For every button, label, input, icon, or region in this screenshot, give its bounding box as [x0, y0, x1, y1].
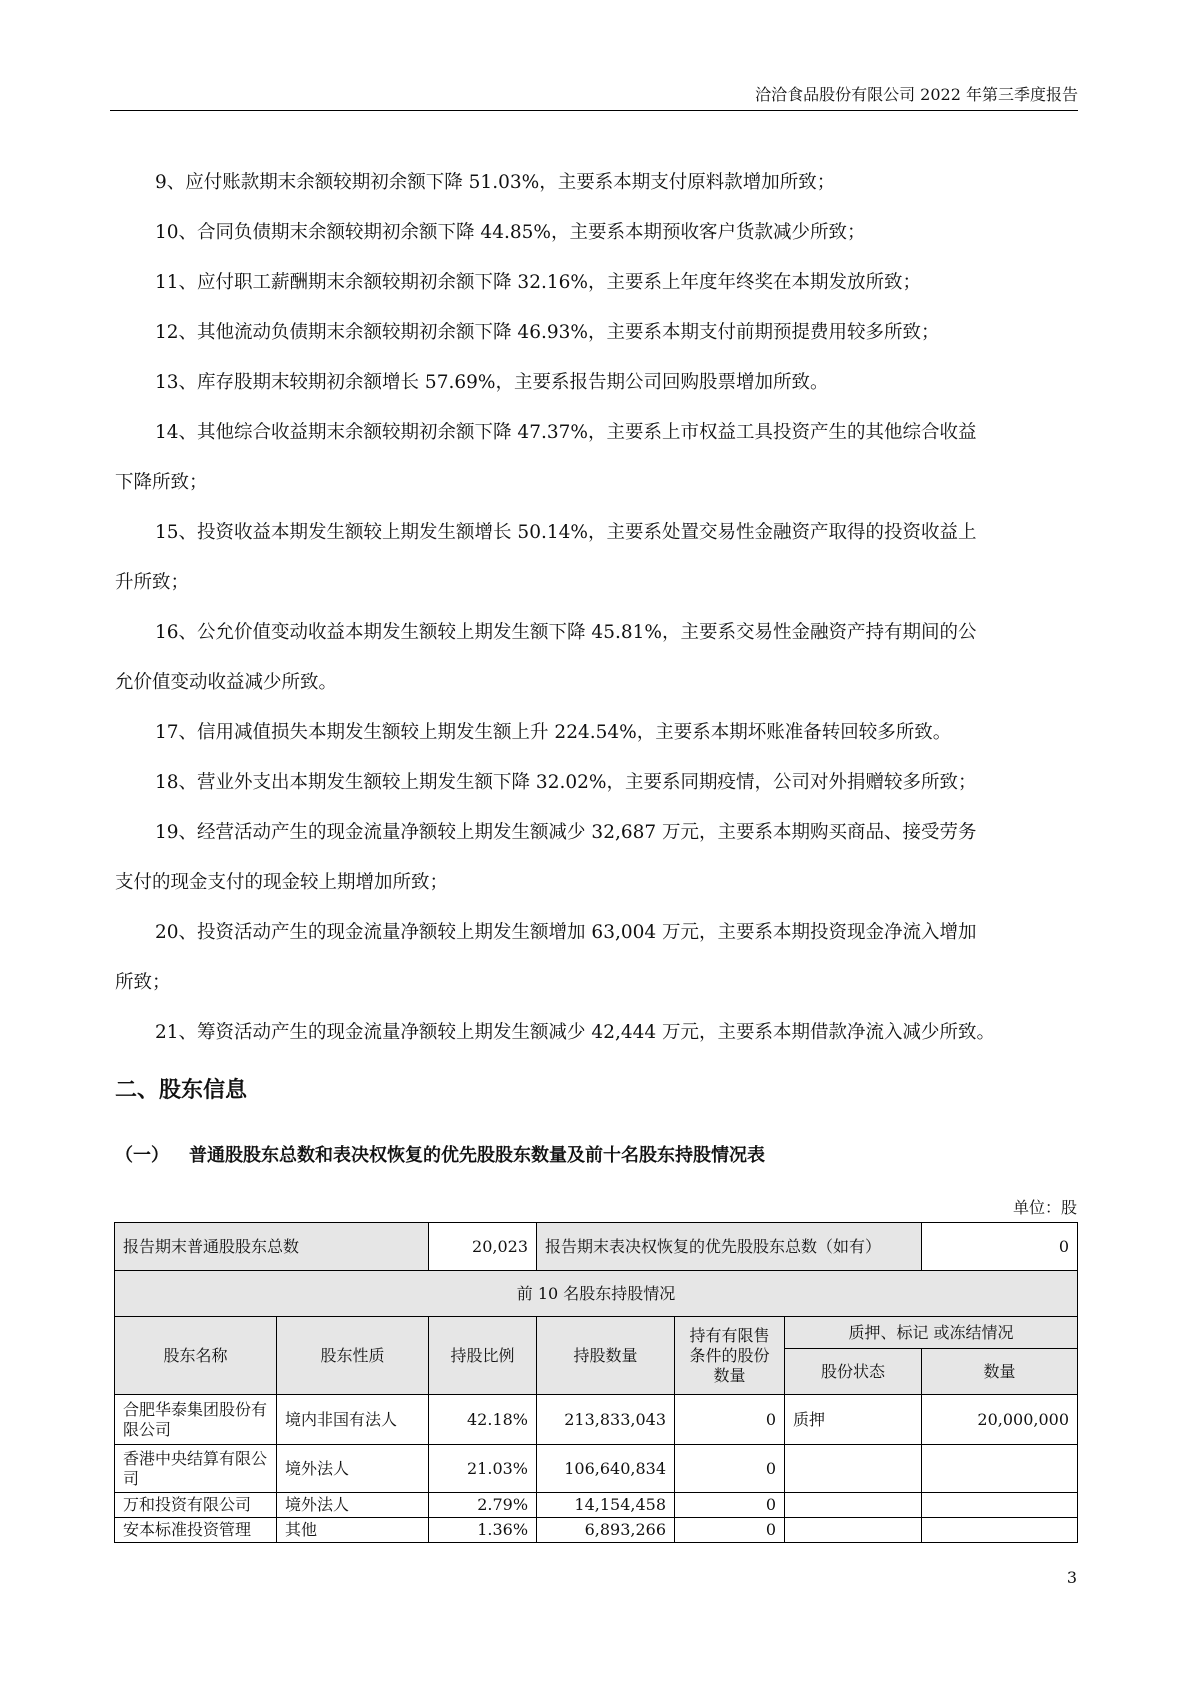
paragraph-continuation: [115, 558, 1083, 608]
holder-name: 安本标准投资管理: [115, 1518, 277, 1543]
col-header-quantity: 持股数量: [537, 1317, 675, 1395]
paragraph: [115, 358, 1083, 408]
holder-nature: 境内非国有法人: [277, 1395, 429, 1445]
holder-amount: [922, 1445, 1078, 1493]
page-number: 3: [1066, 1568, 1077, 1587]
holder-status: [785, 1493, 922, 1518]
paragraph-text: 10、合同负债期末余额较期初余额下降 44.85%，主要系本期预收客户货款减少所致；: [155, 222, 866, 243]
paragraph-text: 支付的现金支付的现金较上期增加所致；: [115, 872, 449, 893]
col-header-restricted: 持有有限售条件的股份数量: [675, 1317, 785, 1395]
paragraph: [115, 608, 1083, 658]
holder-status: [785, 1445, 922, 1493]
header-row: [115, 1317, 1078, 1349]
summary-row: [115, 1223, 1078, 1271]
paragraph-text: 19、经营活动产生的现金流量净额较上期发生额减少 32,687 万元，主要系本期购买商品、接受劳务: [155, 822, 977, 843]
page-header: [110, 84, 1078, 111]
paragraph: [115, 808, 1083, 858]
paragraph-continuation: [115, 658, 1083, 708]
holder-ratio: 42.18%: [429, 1395, 537, 1445]
holder-amount: [922, 1518, 1078, 1543]
col-header-amount: 数量: [922, 1349, 1078, 1395]
holder-status: 质押: [785, 1395, 922, 1445]
paragraph: [115, 1008, 1083, 1058]
holder-name: 万和投资有限公司: [115, 1493, 277, 1518]
holder-nature: 其他: [277, 1518, 429, 1543]
paragraph: [115, 508, 1083, 558]
subsection-text: 普通股股东总数和表决权恢复的优先股股东数量及前十名股东持股情况表: [189, 1145, 765, 1166]
holder-name: 香港中央结算有限公司: [115, 1445, 277, 1493]
holder-quantity: 14,154,458: [537, 1493, 675, 1518]
paragraph-text: 15、投资收益本期发生额较上期发生额增长 50.14%，主要系处置交易性金融资产取得的投资收益上: [155, 522, 977, 543]
paragraph: [115, 258, 1083, 308]
shareholder-table: [114, 1222, 1078, 1543]
paragraph: [115, 308, 1083, 358]
paragraph-text: 14、其他综合收益期末余额较期初余额下降 47.37%，主要系上市权益工具投资产生的其他综合收益: [155, 422, 977, 443]
holder-ratio: 21.03%: [429, 1445, 537, 1493]
paragraph: [115, 408, 1083, 458]
col-header-pledge-group: 质押、标记 或冻结情况: [785, 1317, 1078, 1349]
section-title: 二、股东信息: [115, 1078, 248, 1103]
paragraph-text: 9、应付账款期末余额较期初余额下降 51.03%，主要系本期支付原料款增加所致；: [155, 172, 836, 193]
paragraph-text: 17、信用减值损失本期发生额较上期发生额上升 224.54%，主要系本期坏账准备转回较多所致。: [155, 722, 952, 743]
top10-title: 前 10 名股东持股情况: [115, 1271, 1078, 1317]
paragraph: [115, 908, 1083, 958]
holder-ratio: 2.79%: [429, 1493, 537, 1518]
holder-quantity: 213,833,043: [537, 1395, 675, 1445]
header-title: 洽洽食品股份有限公司 2022 年第三季度报告: [755, 85, 1078, 104]
table-row: [115, 1395, 1078, 1445]
holder-restricted: 0: [675, 1493, 785, 1518]
holder-nature: 境外法人: [277, 1445, 429, 1493]
paragraph-continuation: [115, 858, 1083, 908]
body-text: [115, 158, 1083, 1058]
col-header-name: 股东名称: [115, 1317, 277, 1395]
subsection-number: （一）: [115, 1145, 169, 1166]
common-holders-value: 20,023: [429, 1223, 537, 1271]
top10-title-row: [115, 1271, 1078, 1317]
holder-quantity: 6,893,266: [537, 1518, 675, 1543]
paragraph-continuation: [115, 958, 1083, 1008]
col-header-status: 股份状态: [785, 1349, 922, 1395]
holder-status: [785, 1518, 922, 1543]
paragraph-text: 13、库存股期末较期初余额增长 57.69%，主要系报告期公司回购股票增加所致。: [155, 372, 829, 393]
preferred-holders-value: 0: [922, 1223, 1078, 1271]
unit-label: 单位：股: [1012, 1198, 1077, 1217]
holder-quantity: 106,640,834: [537, 1445, 675, 1493]
holder-nature: 境外法人: [277, 1493, 429, 1518]
col-header-nature: 股东性质: [277, 1317, 429, 1395]
paragraph-text: 所致；: [115, 972, 171, 993]
paragraph-text: 升所致；: [115, 572, 190, 593]
holder-ratio: 1.36%: [429, 1518, 537, 1543]
paragraph-text: 18、营业外支出本期发生额较上期发生额下降 32.02%，主要系同期疫情，公司对外捐赠较多所致；: [155, 772, 977, 793]
holder-amount: [922, 1493, 1078, 1518]
table-row: [115, 1445, 1078, 1493]
paragraph-continuation: [115, 458, 1083, 508]
paragraph-text: 21、筹资活动产生的现金流量净额较上期发生额减少 42,444 万元，主要系本期借款净流入减少所致。: [155, 1022, 996, 1043]
holder-amount: 20,000,000: [922, 1395, 1078, 1445]
paragraph-text: 12、其他流动负债期末余额较期初余额下降 46.93%，主要系本期支付前期预提费用较多所致；: [155, 322, 940, 343]
holder-restricted: 0: [675, 1395, 785, 1445]
paragraph: [115, 158, 1083, 208]
paragraph-text: 下降所致；: [115, 472, 208, 493]
holder-restricted: 0: [675, 1445, 785, 1493]
paragraph-text: 20、投资活动产生的现金流量净额较上期发生额增加 63,004 万元，主要系本期投资现金净流入增加: [155, 922, 977, 943]
table-row: [115, 1493, 1078, 1518]
paragraph: [115, 208, 1083, 258]
subsection-title: [115, 1141, 765, 1167]
paragraph-text: 11、应付职工薪酬期末余额较期初余额下降 32.16%，主要系上年度年终奖在本期发放所致；: [155, 272, 921, 293]
holder-name: 合肥华泰集团股份有限公司: [115, 1395, 277, 1445]
holder-restricted: 0: [675, 1518, 785, 1543]
table-row: [115, 1518, 1078, 1543]
paragraph: [115, 758, 1083, 808]
col-header-ratio: 持股比例: [429, 1317, 537, 1395]
paragraph-text: 允价值变动收益减少所致。: [115, 672, 338, 693]
paragraph-text: 16、公允价值变动收益本期发生额较上期发生额下降 45.81%，主要系交易性金融资产持有期间的公: [155, 622, 977, 643]
paragraph: [115, 708, 1083, 758]
common-holders-label: 报告期末普通股股东总数: [115, 1223, 429, 1271]
preferred-holders-label: 报告期末表决权恢复的优先股股东总数（如有）: [537, 1223, 922, 1271]
